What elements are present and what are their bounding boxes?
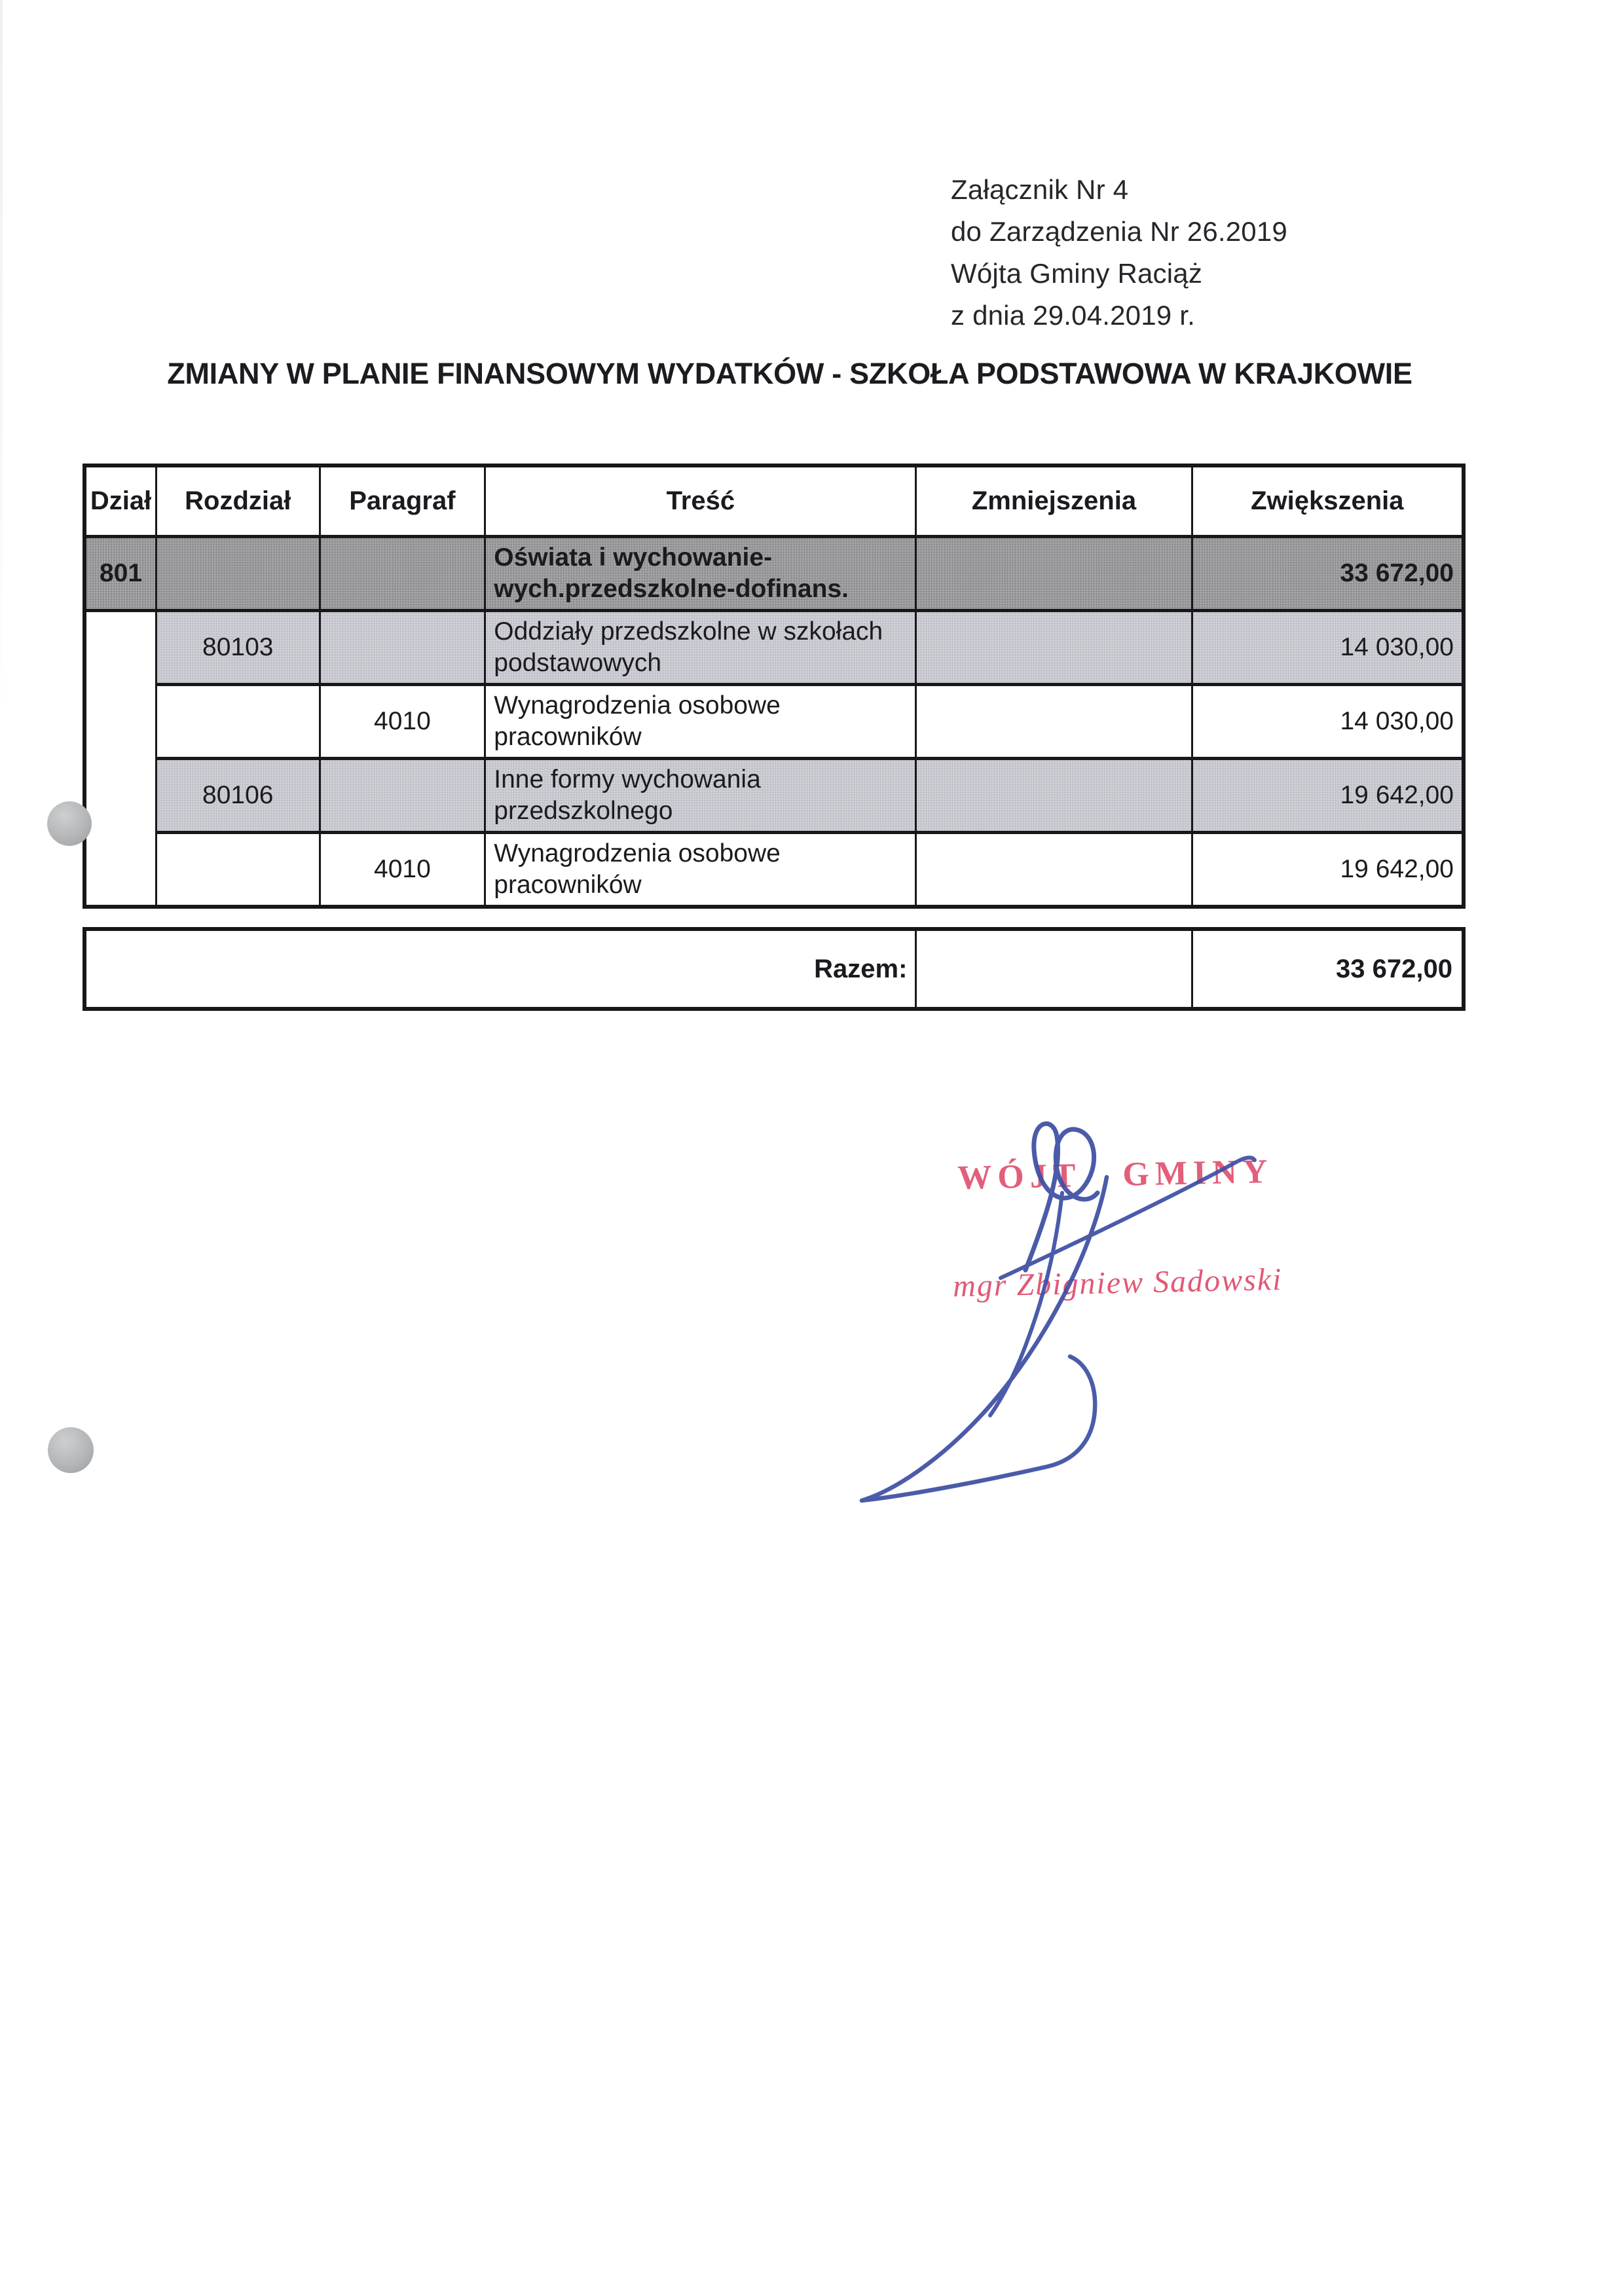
signature-stem-stroke [990, 1193, 1062, 1415]
cell-dzial-merged-empty [84, 610, 157, 907]
stamp-name: mgr Zbigniew Sadowski [952, 1262, 1283, 1304]
column-header-rozdzial: Rozdział [157, 465, 320, 536]
cell-rozdzial-empty [157, 536, 320, 610]
handwritten-signature-icon [832, 1106, 1277, 1512]
cell-tresc-oswiata: Oświata i wychowanie- wych.przedszkolne-dofinans. [485, 536, 916, 610]
cell-zmniejszenia-empty [916, 610, 1192, 684]
table-row-4010-a [84, 684, 1464, 758]
cell-paragraf-empty [320, 610, 485, 684]
column-header-paragraf: Paragraf [320, 465, 485, 536]
cell-tresc-wynagrodzenia: Wynagrodzenia osobowe pracowników [485, 832, 916, 907]
cell-zwiekszenia-19642: 19 642,00 [1192, 758, 1464, 832]
cell-zwiekszenia-33672: 33 672,00 [1192, 536, 1464, 610]
cell-zwiekszenia-19642: 19 642,00 [1192, 832, 1464, 907]
cell-zmniejszenia-empty [916, 536, 1192, 610]
cell-rozdzial-empty [157, 832, 320, 907]
stamp-title: WÓJT GMINY [957, 1152, 1274, 1197]
cell-zmniejszenia-empty [916, 758, 1192, 832]
summary-table-container [83, 927, 1466, 1011]
summary-zwiekszenia-total: 33 672,00 [1192, 929, 1464, 1009]
attachment-line-1: Załącznik Nr 4 [951, 174, 1129, 205]
table-row-4010-b [84, 832, 1464, 907]
attachment-line-3: Wójta Gminy Raciąż [951, 258, 1203, 289]
budget-table-container [83, 464, 1466, 909]
cell-zwiekszenia-14030: 14 030,00 [1192, 684, 1464, 758]
cell-rozdzial-80106: 80106 [157, 758, 320, 832]
table-header-row [84, 465, 1464, 536]
summary-zmniejszenia-empty [916, 929, 1192, 1009]
attachment-line-4: z dnia 29.04.2019 r. [951, 300, 1195, 331]
column-header-zwiekszenia: Zwiększenia [1192, 465, 1464, 536]
hole-punch-dot-bottom [48, 1427, 94, 1473]
cell-paragraf-empty [320, 758, 485, 832]
hole-punch-dot-top [47, 801, 92, 846]
cell-paragraf-empty [320, 536, 485, 610]
summary-table [83, 927, 1466, 1011]
cell-paragraf-4010: 4010 [320, 684, 485, 758]
cell-zmniejszenia-empty [916, 832, 1192, 907]
cell-tresc-oddzialy: Oddziały przedszkolne w szkołach podstawowych [485, 610, 916, 684]
budget-table [83, 464, 1466, 909]
cell-rozdzial-80103: 80103 [157, 610, 320, 684]
summary-row [84, 929, 1464, 1009]
cell-tresc-inne-formy: Inne formy wychowania przedszkolnego [485, 758, 916, 832]
column-header-zmniejszenia: Zmniejszenia [916, 465, 1192, 536]
attachment-reference-block [951, 169, 1287, 337]
document-title: ZMIANY W PLANIE FINANSOWYM WYDATKÓW - SZKOŁA PODSTAWOWA W KRAJKOWIE [167, 357, 1412, 390]
table-row-80106 [84, 758, 1464, 832]
cell-zmniejszenia-empty [916, 684, 1192, 758]
cell-paragraf-4010: 4010 [320, 832, 485, 907]
column-header-dzial: Dział [84, 465, 157, 536]
column-header-tresc: Treść [485, 465, 916, 536]
razem-label: Razem: [84, 929, 916, 1009]
table-row-801 [84, 536, 1464, 610]
attachment-line-2: do Zarządzenia Nr 26.2019 [951, 216, 1287, 247]
table-row-80103 [84, 610, 1464, 684]
cell-dzial-801: 801 [84, 536, 157, 610]
cell-tresc-wynagrodzenia: Wynagrodzenia osobowe pracowników [485, 684, 916, 758]
signature-sweep-stroke [862, 1177, 1107, 1501]
cell-rozdzial-empty [157, 684, 320, 758]
cell-zwiekszenia-14030: 14 030,00 [1192, 610, 1464, 684]
